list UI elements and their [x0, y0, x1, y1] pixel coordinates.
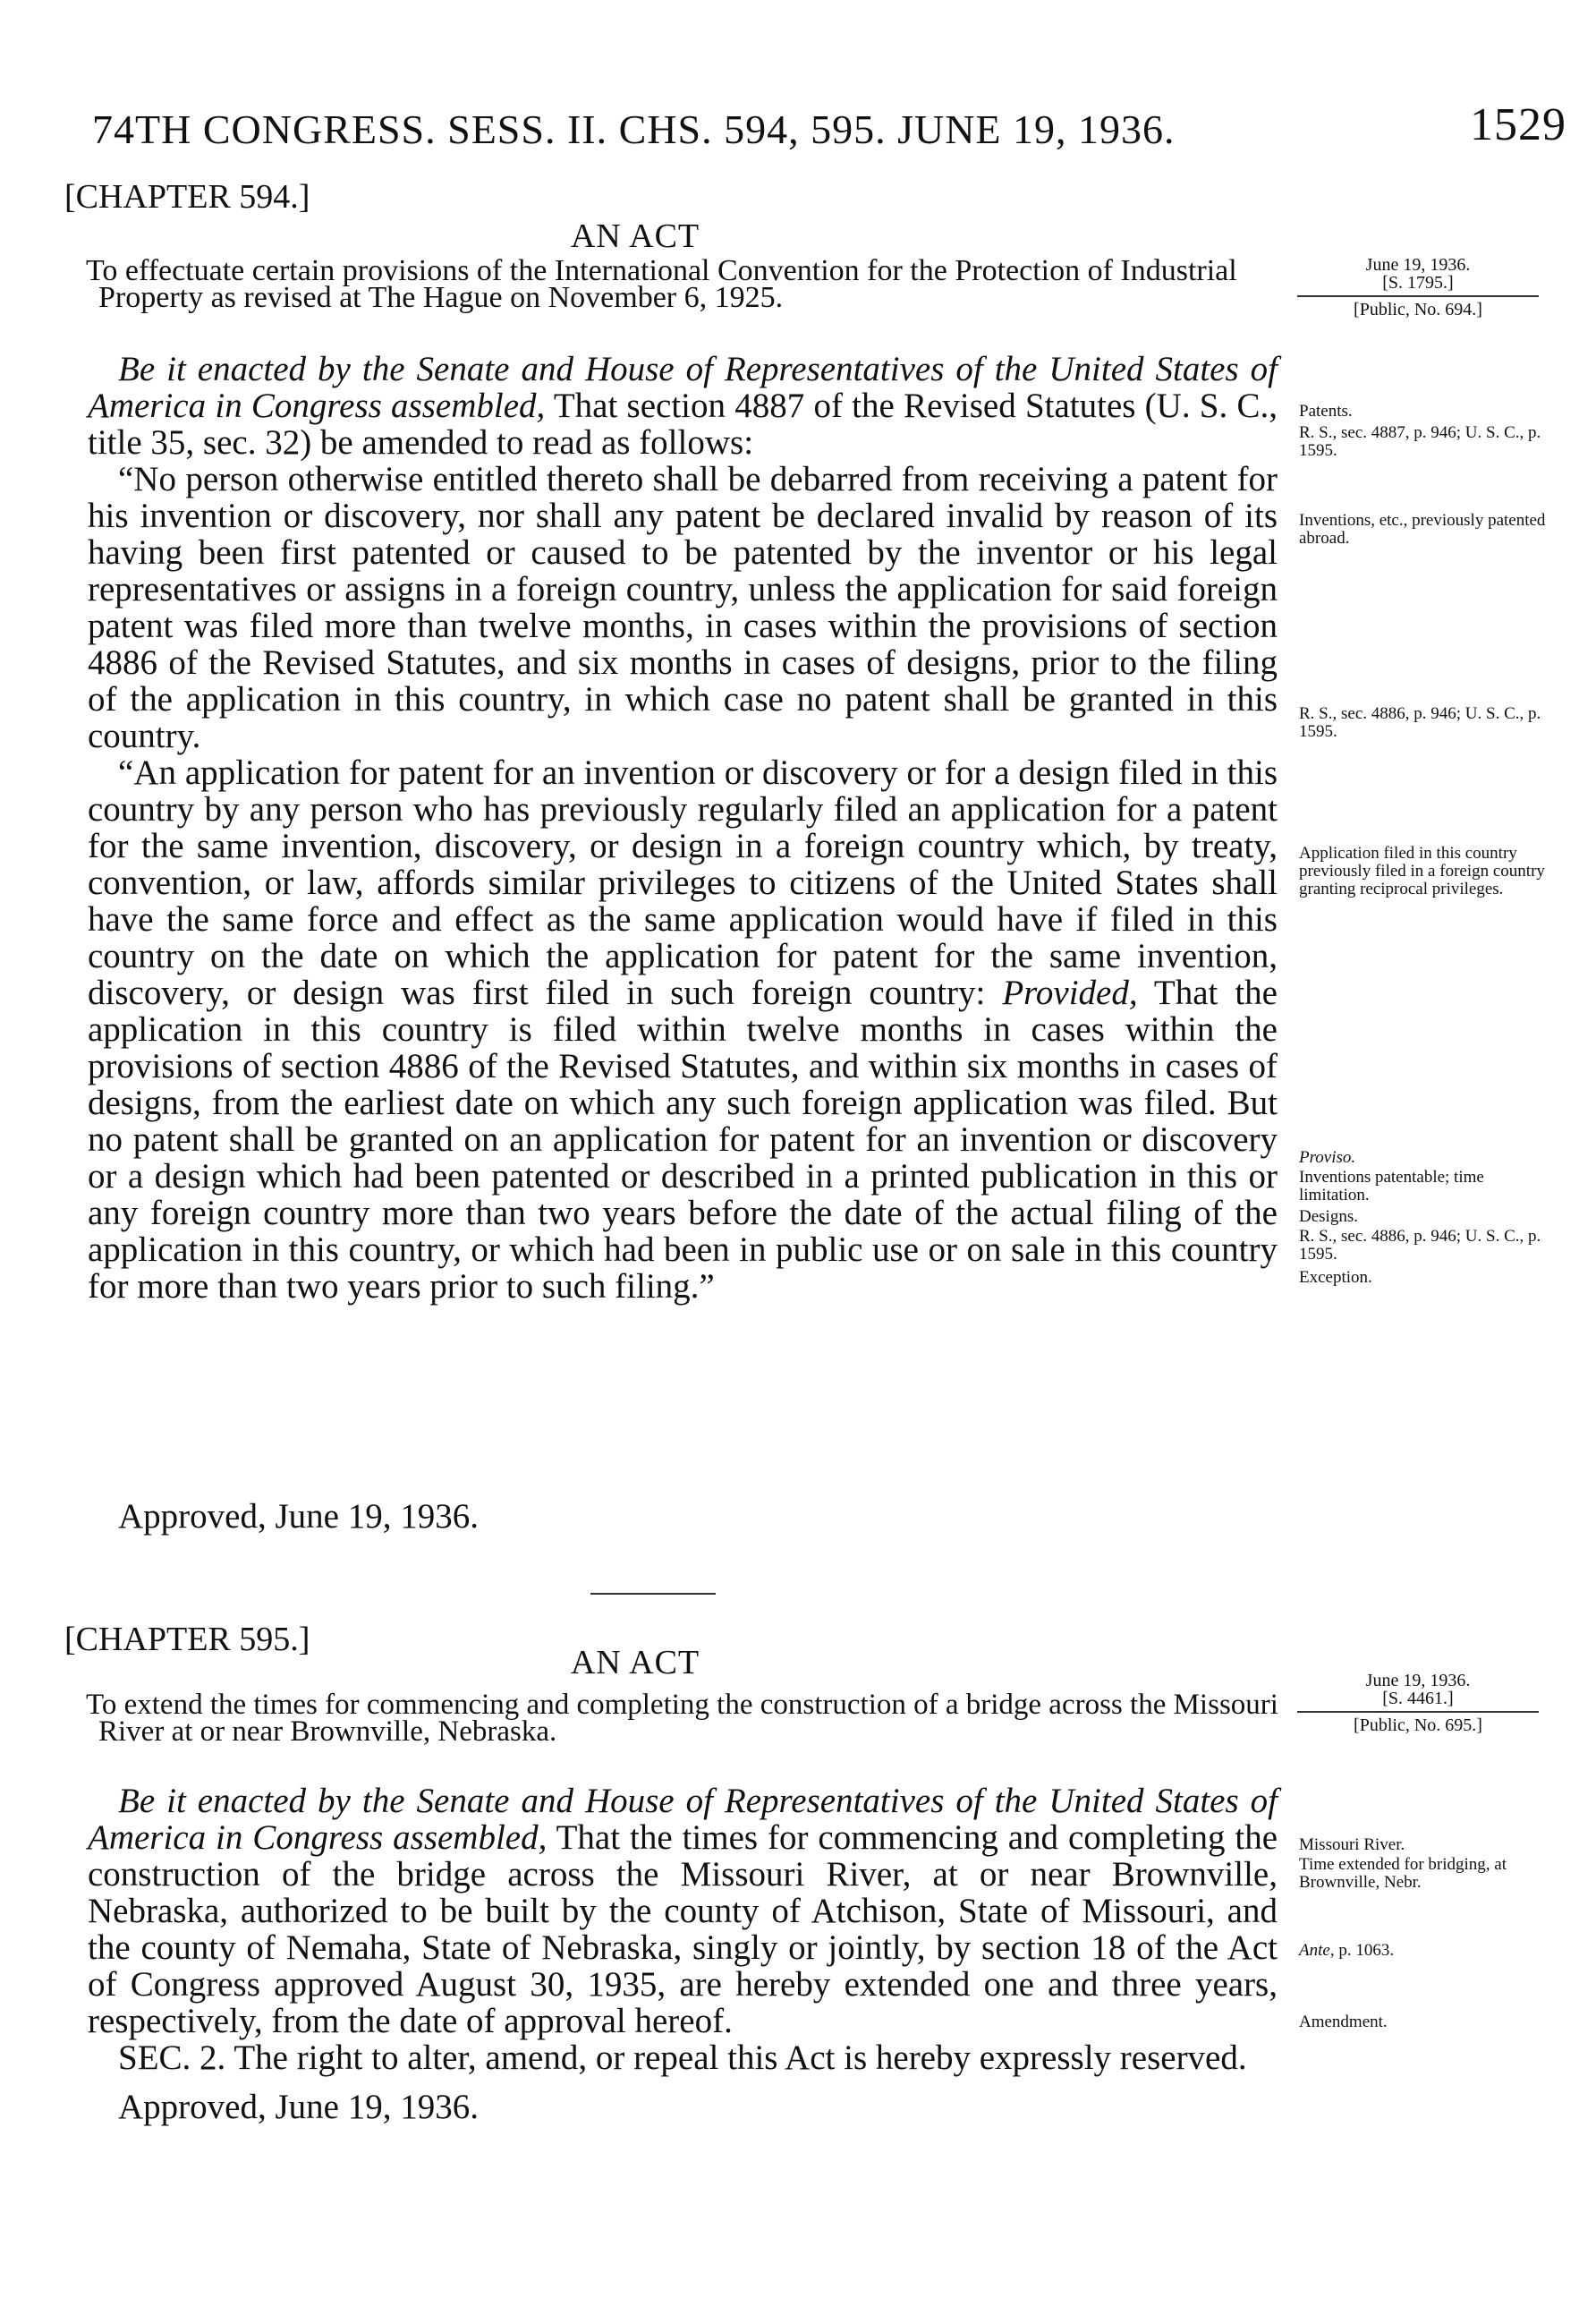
enacting-formula-italic: Be it enacted by the Senate and House of Representatives of the United States of America in Congress assembled,: [88, 350, 1278, 425]
chapter-594-public-law: [Public, No. 694.]: [1354, 300, 1482, 319]
ante-italic: Ante,: [1299, 1941, 1335, 1960]
margin-note-amendment: Amendment.: [1299, 2013, 1388, 2031]
chapter-594-bill: [S. 1795.]: [1297, 274, 1539, 297]
chapter-595-public-law: [Public, No. 695.]: [1354, 1715, 1482, 1735]
margin-note-rs-4886-a: R. S., sec. 4886, p. 946; U. S. C., p. 1595.: [1299, 704, 1541, 741]
chapter-594-purpose: To effectuate certain provisions of the International Convention for the Protection of Industrial Property as revised at The Hague on November 6, 1925.: [86, 254, 1237, 314]
margin-note-designs: Designs.: [1299, 1207, 1358, 1226]
margin-note-proviso: [1299, 1149, 1549, 1167]
enacting-clause-text: That the times for commencing and completing the construction of the bridge across the Missouri River, at or near Brownville, Nebraska, authorized to be built by the county of Atchison, State of Missouri, and the county of Nemaha, State of Nebraska, singly or jointly, by section 18 of the Act of Congress approved August 30, 1935, are hereby extended one and three years, respectively, from the date of approval hereof.: [88, 1818, 1278, 2040]
chapter-595-body: [88, 1783, 1278, 2076]
chapter-594-date: June 19, 1936.: [1365, 255, 1471, 275]
chapter-595-bill: [S. 4461.]: [1297, 1689, 1539, 1713]
margin-note-time-limitation: Inventions patentable; time limitation.: [1299, 1168, 1484, 1204]
chapter-594-enacting-clause: [88, 351, 1278, 461]
proviso-label: Proviso.: [1299, 1148, 1356, 1167]
header-congress-session: 74TH CONGRESS. SESS. II. CHS. 594, 595. JUNE 19, 1936.: [92, 106, 1176, 152]
margin-note-application: Application filed in this country previously filed in a foreign country granting reciprocal privileges.: [1299, 844, 1545, 898]
margin-note-exception: Exception.: [1299, 1268, 1372, 1287]
chapter-595-enacting-clause: [88, 1783, 1278, 2039]
margin-note-inventions: Inventions, etc., previously patented abroad.: [1299, 511, 1546, 548]
chapter-595-act-title: AN ACT: [570, 1644, 700, 1681]
ante-page: p. 1063.: [1338, 1941, 1395, 1960]
chapter-595-label: [CHAPTER 595.]: [64, 1621, 310, 1658]
running-header: [92, 98, 1566, 161]
chapter-595-approved: Approved, June 19, 1936.: [118, 2088, 479, 2126]
page-number: 1529: [1470, 99, 1566, 150]
enacting-clause-text: That section 4887 of the Revised Statutes (U. S. C., title 35, sec. 32) be amended to read as follows:: [88, 387, 1278, 462]
paragraph-2-proviso-text: That the application in this country is filed within twelve months in cases within the provisions of section 4886 of the Revised Statutes, and within six months in cases of designs, from the earliest date on which any such foreign application was filed. But no patent shall be granted on an application for patent for an invention or discovery or a design which had been patented or described in a printed publication in this or any foreign country more than two years before the date of the actual filing of the application in this country, or which had been in public use or on sale in this country for more than two years prior to such filing.”: [88, 974, 1278, 1306]
chapter-595-side-reference: [1297, 1672, 1539, 1734]
chapter-594-paragraph-2: [88, 754, 1278, 1305]
margin-note-time-extended: Time extended for bridging, at Brownville, Nebr.: [1299, 1855, 1507, 1892]
enacting-formula-italic: Be it enacted by the Senate and House of Representatives of the United States of America in Congress assembled,: [88, 1782, 1278, 1857]
chapter-595-purpose: To extend the times for commencing and completing the construction of a bridge across the Missouri River at or near Brownville, Nebraska.: [86, 1689, 1278, 1748]
margin-note-missouri-river: Missouri River.: [1299, 1835, 1405, 1854]
chapter-divider: [590, 1593, 716, 1595]
chapter-594-approved: Approved, June 19, 1936.: [118, 1497, 479, 1536]
chapter-594-paragraph-1: “No person otherwise entitled thereto shall be debarred from receiving a patent for his invention or discovery, nor shall any patent be declared invalid by reason of its having been first patented or caused to be patented by the inventor or his legal representatives or assigns in a foreign country, unless the application for said foreign patent was filed more than twelve months, in cases within the provisions of section 4886 of the Revised Statutes, and six months in cases of designs, prior to the filing of the application in this country, in which case no patent shall be granted in this country.: [88, 460, 1278, 755]
chapter-594-body: [88, 351, 1278, 1305]
margin-note-rs-4886-b: R. S., sec. 4886, p. 946; U. S. C., p. 1595.: [1299, 1227, 1541, 1264]
chapter-594-label: [CHAPTER 594.]: [64, 178, 310, 216]
chapter-595-date: June 19, 1936.: [1365, 1671, 1471, 1690]
chapter-594-act-title: AN ACT: [570, 217, 700, 255]
proviso-italic: Provided,: [1002, 974, 1138, 1012]
margin-note-ante: [1299, 1942, 1549, 1960]
chapter-595-section-2: SEC. 2. The right to alter, amend, or repeal this Act is hereby expressly reserved.: [118, 2038, 1247, 2077]
chapter-594-side-reference: [1297, 256, 1539, 319]
margin-note-rs-4887: R. S., sec. 4887, p. 946; U. S. C., p. 1595.: [1299, 423, 1541, 460]
paragraph-2-text: “An application for patent for an invention or discovery or for a design filed in this country by any person who has previously regularly filed an application for a patent for the same invention, discovery, or design in a foreign country which, by treaty, convention, or law, affords similar privileges to citizens of the United States shall have the same force and effect as the same application would have if filed in this country on the date on which the application for patent for the same invention, discovery, or design was first filed in such foreign country:: [88, 753, 1278, 1012]
margin-note-patents: Patents.: [1299, 402, 1353, 421]
